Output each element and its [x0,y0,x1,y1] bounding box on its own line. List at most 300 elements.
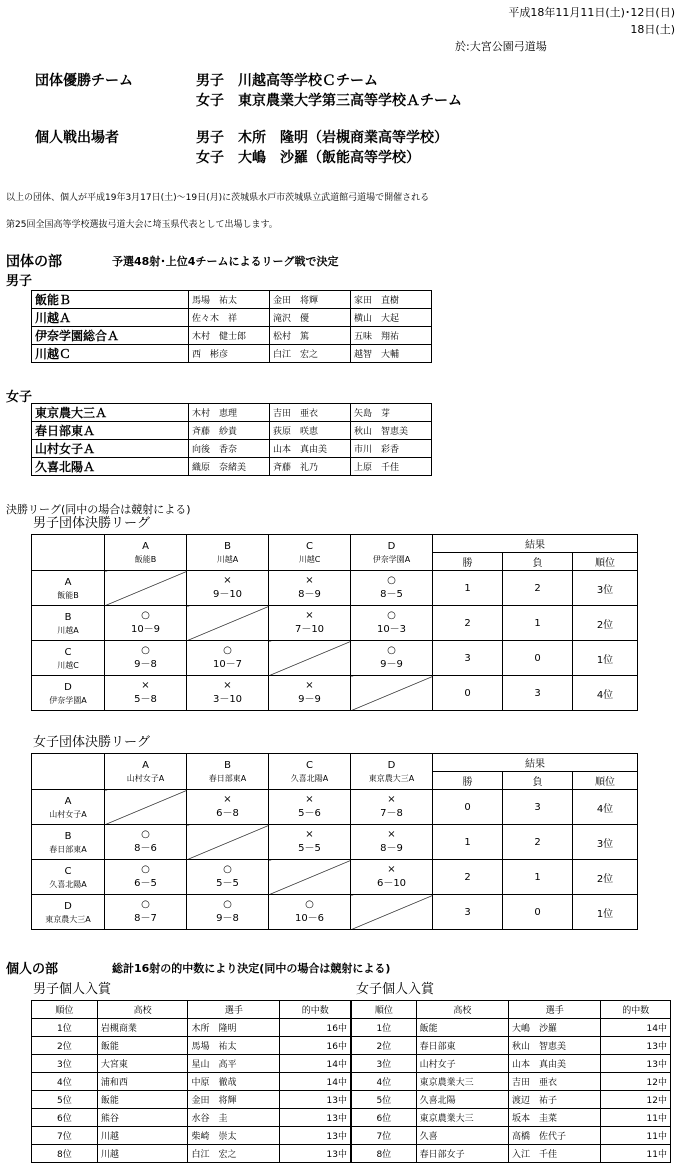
match-score: 10－3 [376,624,407,635]
team-member: 横山 大起 [351,309,432,327]
match-mark: ○ [387,575,396,586]
match-result [187,571,269,606]
win-count: 0 [433,676,503,711]
roster-row [32,404,432,422]
individual-player: 白江 宏之 [188,1145,280,1163]
team-member: 秋山 智恵美 [351,422,432,440]
individual-hits: 14中 [280,1055,351,1073]
individual-hits: 13中 [280,1091,351,1109]
team-short-name: 東京農大三A [368,774,415,783]
individual-row [352,1073,671,1091]
match-mark: × [305,610,314,621]
individual-place: 2位 [352,1037,417,1055]
league-header-row [32,535,638,553]
individual-row [352,1055,671,1073]
individual-school: 久喜北陽 [416,1091,508,1109]
individual-place: 1位 [32,1019,98,1037]
diagonal-cell [351,895,433,930]
league-row-header [32,571,105,606]
match-result [351,571,433,606]
date-line-2: 18日(土) [630,23,675,36]
diagonal-cell [105,790,187,825]
team-member: 向後 香奈 [189,440,270,458]
team-member: 家田 直樹 [351,291,432,309]
team-winner-men: 男子 川越高等学校Ｃチーム [196,73,378,89]
match-score: 10－6 [294,913,325,924]
match-score: 10－7 [212,659,243,670]
match-mark: ○ [305,899,314,910]
individual-hits: 11中 [601,1145,671,1163]
match-score: 6－8 [216,808,239,819]
individual-school: 春日部女子 [416,1145,508,1163]
individual-hits: 16中 [280,1019,351,1037]
venue: 於:大宮公園弓道場 [455,40,547,53]
league-row [32,825,638,860]
league-row-header [32,790,105,825]
roster-row [32,422,432,440]
individual-player: 馬場 祐太 [188,1037,280,1055]
individual-player: 水谷 圭 [188,1109,280,1127]
individual-rep-women: 女子 大嶋 沙羅（飯能高等学校） [196,150,420,166]
match-mark: ○ [141,610,150,621]
individual-place: 6位 [352,1109,417,1127]
team-member: 斉藤 礼乃 [270,458,351,476]
individual-place: 3位 [352,1055,417,1073]
notice-line-1: 以上の団体、個人が平成19年3月17日(土)～19日(月)に茨城県水戸市茨城県立武道館弓道場で開催される [6,193,430,203]
women-league-wrap [31,753,638,930]
team-name: 久喜北陽Ａ [32,458,189,476]
individual-hits: 12中 [601,1091,671,1109]
league-col-header [351,754,433,790]
individual-player: 星山 高平 [188,1055,280,1073]
individual-school: 東京農業大三 [416,1073,508,1091]
individual-header: 選手 [188,1001,280,1019]
team-member: 佐々木 祥 [189,309,270,327]
date-line-1: 平成18年11月11日(土)･12日(日) [508,6,675,19]
team-member: 五味 翔祐 [351,327,432,345]
individual-header: 高校 [97,1001,188,1019]
individual-hits: 11中 [601,1127,671,1145]
notice-line-2: 第25回全国高等学校選抜弓道大会に埼玉県代表として出場します。 [6,220,278,230]
team-member: 斉藤 紗貴 [189,422,270,440]
individual-header: 選手 [509,1001,601,1019]
individual-row [352,1109,671,1127]
team-member: 市川 彩香 [351,440,432,458]
individual-row [32,1109,351,1127]
individual-header-row [352,1001,671,1019]
team-name: 東京農大三Ａ [32,404,189,422]
match-result [269,895,351,930]
loss-header: 負 [503,772,573,790]
league-row [32,676,638,711]
match-score: 9－8 [216,913,239,924]
league-col-header [269,535,351,571]
match-result [187,790,269,825]
individual-place: 4位 [352,1073,417,1091]
individual-player: 中原 徹哉 [188,1073,280,1091]
league-row [32,641,638,676]
match-mark: ○ [387,645,396,656]
men-individual-title: 男子個人入賞 [33,982,112,997]
team-short-name: 久喜北陽A [49,879,87,889]
team-letter: B [64,611,72,623]
result-header: 結果 [433,535,638,553]
league-row [32,571,638,606]
individual-place: 2位 [32,1037,98,1055]
event-date [380,4,675,38]
match-result [269,676,351,711]
team-member: 山本 真由美 [270,440,351,458]
team-member: 松村 篤 [270,327,351,345]
individual-header-row [32,1001,351,1019]
rank-header: 順位 [573,553,638,571]
league-col-header [187,535,269,571]
win-count: 1 [433,825,503,860]
team-winner-women: 女子 東京農業大学第三高等学校Ａチーム [196,93,462,109]
roster-row [32,291,432,309]
league-row-header [32,895,105,930]
match-mark: ○ [223,864,232,875]
team-member: 木村 健士郎 [189,327,270,345]
individual-header: 的中数 [280,1001,351,1019]
women-individual-title: 女子個人入賞 [356,982,435,997]
team-short-name: 川越C [298,555,321,564]
roster-row [32,309,432,327]
team-member: 織原 奈緒美 [189,458,270,476]
league-row-header [32,641,105,676]
women-league-table [31,753,638,930]
match-result [187,860,269,895]
win-header: 勝 [433,772,503,790]
team-short-name: 久喜北陽A [290,774,329,783]
rank: 1位 [573,895,638,930]
roster-row [32,327,432,345]
individual-place: 8位 [352,1145,417,1163]
match-mark: ○ [141,829,150,840]
match-result [351,641,433,676]
men-league-table [31,534,638,711]
match-result [187,895,269,930]
individual-section-rule: 総計16射の的中数により決定(同中の場合は競射による) [112,962,391,975]
team-member: 馬場 祐太 [189,291,270,309]
individual-school: 飯能 [97,1037,188,1055]
match-mark: ○ [387,610,396,621]
team-member: 荻原 咲恵 [270,422,351,440]
individual-player: 高橋 佐代子 [509,1127,601,1145]
roster-row [32,440,432,458]
team-letter: A [64,795,72,807]
individual-school: 岩槻商業 [97,1019,188,1037]
match-result [105,641,187,676]
individual-place: 7位 [352,1127,417,1145]
individual-header: 的中数 [601,1001,671,1019]
team-short-name: 飯能B [134,555,157,564]
team-letter: C [306,541,313,552]
individual-row [352,1145,671,1163]
match-mark: ○ [141,645,150,656]
individual-hits: 14中 [280,1073,351,1091]
individual-place: 8位 [32,1145,98,1163]
league-col-header [269,754,351,790]
individual-hits: 11中 [601,1109,671,1127]
match-result [269,790,351,825]
roster-row [32,345,432,363]
team-letter: B [224,760,231,771]
individual-row [352,1019,671,1037]
loss-count: 3 [503,790,573,825]
men-team-roster [31,290,432,363]
match-mark: × [223,575,232,586]
match-score: 5－5 [298,843,321,854]
individual-section-title: 個人の部 [6,962,59,977]
team-letter: B [224,541,231,552]
match-score: 7－10 [294,624,325,635]
win-count: 3 [433,641,503,676]
roster-row [32,458,432,476]
team-short-name: 川越A [57,625,79,635]
individual-header: 順位 [32,1001,98,1019]
individual-hits: 13中 [280,1145,351,1163]
match-score: 9－9 [380,659,403,670]
men-league-title: 男子団体決勝リーグ [33,516,151,531]
individual-school: 熊谷 [97,1109,188,1127]
individual-player: 柴崎 崇太 [188,1127,280,1145]
team-short-name: 春日部東A [208,774,247,783]
match-score: 8－5 [380,589,403,600]
match-mark: ○ [141,899,150,910]
individual-row [32,1055,351,1073]
individual-place: 7位 [32,1127,98,1145]
team-name: 川越Ａ [32,309,189,327]
individual-place: 3位 [32,1055,98,1073]
individual-row [32,1145,351,1163]
match-mark: × [305,680,314,691]
match-result [105,676,187,711]
individual-place: 4位 [32,1073,98,1091]
league-row-header [32,825,105,860]
match-mark: × [223,794,232,805]
match-mark: × [141,680,150,691]
rank: 3位 [573,825,638,860]
individual-school: 大宮東 [97,1055,188,1073]
league-col-header [105,754,187,790]
team-short-name: 川越C [57,660,79,670]
match-score: 5－5 [216,878,239,889]
diagonal-cell [187,825,269,860]
rank: 1位 [573,641,638,676]
individual-header: 高校 [416,1001,508,1019]
individual-player: 渡辺 祐子 [509,1091,601,1109]
match-result [105,895,187,930]
match-score: 9－8 [134,659,157,670]
league-corner [32,754,105,790]
individual-hits: 13中 [280,1127,351,1145]
team-letter: A [142,541,149,552]
individual-row [352,1091,671,1109]
league-col-header [105,535,187,571]
individual-player: 大嶋 沙羅 [509,1019,601,1037]
individual-hits: 14中 [601,1019,671,1037]
match-result [351,790,433,825]
individual-school: 久喜 [416,1127,508,1145]
match-mark: × [387,794,396,805]
individual-school: 東京農業大三 [416,1109,508,1127]
match-score: 8－7 [134,913,157,924]
loss-count: 3 [503,676,573,711]
individual-school: 浦和西 [97,1073,188,1091]
match-score: 9－10 [212,589,243,600]
individual-row [32,1019,351,1037]
individual-player: 山本 真由美 [509,1055,601,1073]
team-winner-label: 団体優勝チーム [35,73,133,89]
team-member: 木村 恵理 [189,404,270,422]
match-score: 7－8 [380,808,403,819]
match-result [351,825,433,860]
diagonal-cell [351,676,433,711]
team-letter: C [306,760,313,771]
individual-place: 6位 [32,1109,98,1127]
match-mark: × [387,829,396,840]
match-score: 8－9 [298,589,321,600]
team-section-title: 団体の部 [6,254,62,270]
match-score: 6－5 [134,878,157,889]
match-result [269,571,351,606]
individual-hits: 16中 [280,1037,351,1055]
individual-hits: 13中 [601,1037,671,1055]
team-letter: D [64,900,72,912]
individual-school: 飯能 [97,1091,188,1109]
team-member: 西 彬彦 [189,345,270,363]
team-name: 春日部東Ａ [32,422,189,440]
loss-count: 2 [503,571,573,606]
individual-place: 5位 [352,1091,417,1109]
match-score: 8－9 [380,843,403,854]
win-count: 3 [433,895,503,930]
diagonal-cell [105,571,187,606]
team-name: 山村女子Ａ [32,440,189,458]
match-mark: × [305,794,314,805]
individual-hits: 13中 [280,1109,351,1127]
diagonal-cell [269,860,351,895]
team-short-name: 飯能B [57,590,79,600]
individual-row [32,1037,351,1055]
individual-school: 川越 [97,1127,188,1145]
win-count: 0 [433,790,503,825]
league-row [32,606,638,641]
league-corner [32,535,105,571]
team-letter: D [64,681,72,693]
match-score: 5－6 [298,808,321,819]
match-result [269,825,351,860]
individual-row [32,1073,351,1091]
team-member: 金田 将輝 [270,291,351,309]
team-name: 伊奈学園総合Ａ [32,327,189,345]
match-score: 5－8 [134,694,157,705]
match-result [187,676,269,711]
rank-header: 順位 [573,772,638,790]
team-member: 越智 大輔 [351,345,432,363]
women-league-title: 女子団体決勝リーグ [33,735,151,750]
match-result [105,606,187,641]
individual-player: 秋山 智恵美 [509,1037,601,1055]
league-row [32,860,638,895]
team-member: 上原 千佳 [351,458,432,476]
team-short-name: 伊奈学園A [49,695,87,705]
individual-school: 山村女子 [416,1055,508,1073]
league-row [32,790,638,825]
team-short-name: 東京農大三A [45,914,91,924]
rank: 4位 [573,676,638,711]
rank: 2位 [573,860,638,895]
individual-place: 5位 [32,1091,98,1109]
team-name: 川越Ｃ [32,345,189,363]
rank: 4位 [573,790,638,825]
individual-row [32,1091,351,1109]
loss-count: 0 [503,895,573,930]
match-result [351,860,433,895]
individual-row [32,1127,351,1145]
result-header: 結果 [433,754,638,772]
match-result [351,606,433,641]
individual-rep-label: 個人戦出場者 [35,130,119,146]
match-mark: × [305,829,314,840]
individual-header: 順位 [352,1001,417,1019]
individual-row [352,1127,671,1145]
match-mark: × [305,575,314,586]
league-note: 決勝リーグ(同中の場合は競射による) [6,503,191,516]
individual-row [352,1037,671,1055]
team-section-rule: 予選48射･上位4チームによるリーグ戦で決定 [112,255,339,268]
individual-hits: 13中 [601,1055,671,1073]
match-mark: ○ [141,864,150,875]
team-letter: A [64,576,72,588]
league-col-header [351,535,433,571]
team-letter: D [387,760,396,771]
team-member: 白江 宏之 [270,345,351,363]
league-row-header [32,676,105,711]
team-name: 飯能Ｂ [32,291,189,309]
match-mark: ○ [223,645,232,656]
win-count: 2 [433,606,503,641]
match-result [105,825,187,860]
team-short-name: 春日部東A [49,844,87,854]
team-member: 吉田 亜衣 [270,404,351,422]
league-row [32,895,638,930]
men-individual-table [31,1000,351,1163]
individual-player: 金田 将輝 [188,1091,280,1109]
rank: 2位 [573,606,638,641]
women-individual-table [351,1000,671,1163]
team-letter: A [142,760,149,771]
loss-count: 0 [503,641,573,676]
match-mark: × [223,680,232,691]
team-short-name: 山村女子A [126,774,165,783]
league-row-header [32,606,105,641]
individual-school: 川越 [97,1145,188,1163]
match-result [105,860,187,895]
men-league-wrap [31,534,638,711]
match-mark: ○ [223,899,232,910]
individual-rep-men: 男子 木所 隆明（岩槻商業高等学校） [196,130,448,146]
individual-hits: 12中 [601,1073,671,1091]
league-header-row [32,754,638,772]
win-header: 勝 [433,553,503,571]
individual-player: 坂本 圭菜 [509,1109,601,1127]
match-mark: × [387,864,396,875]
diagonal-cell [269,641,351,676]
loss-count: 2 [503,825,573,860]
individual-player: 吉田 亜衣 [509,1073,601,1091]
